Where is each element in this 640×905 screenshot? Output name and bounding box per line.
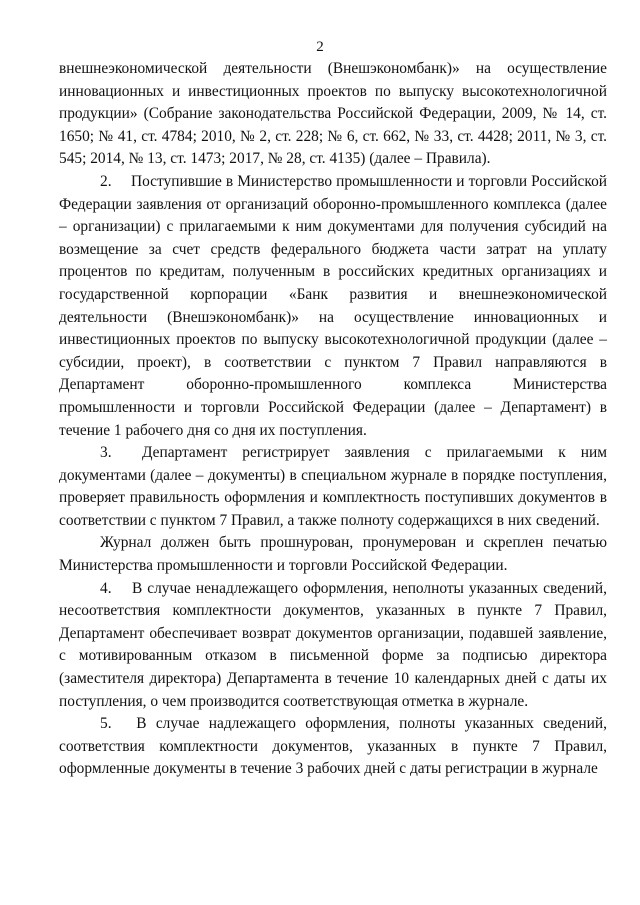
paragraph-item-4: 4. В случае ненадлежащего оформления, неполноты указанных сведений, несоответствия комплектности документов, указанных в пункте 7 Правил, Департамент обеспечивает возврат документов организации, подавшей заявление, с мотивированным отказом в письменной форме за подписью директора (заместителя директора) Департамента в течение 10 календарных дней с даты их поступления, о чем производится соответствующая отметка в журнале. [59, 579, 607, 710]
paragraph-intro-continuation: внешнеэкономической деятельности (Внешэкономбанк)» на осуществление инновационных и инвестиционных проектов по выпуску высокотехнологичной продукции» (Собрание законодательства Российской Федерации, 2009, № 14, ст. 1650; № 41, ст. 4784; 2010, № 2, ст. 228; № 6, ст. 662, № 33, ст. 4428; 2011, № 3, ст. 545; 2014, № 13, ст. 1473; 2017, № 28, ст. 4135) (далее – Правила). [59, 60, 607, 168]
paragraph-item-2: 2. Поступившие в Министерство промышленности и торговли Российской Федерации заявления от организаций оборонно-промышленного комплекса (далее – организации) с прилагаемыми к ним документами для получения субсидий на возмещение за счет средств федерального бюджета части затрат на уплату процентов по кредитам, полученным в российских кредитных организациях и государственной корпорации «Банк развития и внешнеэкономической деятельности (Внешэкономбанк)» на осуществление инновационных и инвестиционных проектов по выпуску высокотехнологичной продукции (далее – субсидии, проект), в соответствии с пунктом 7 Правил направляются в Департамент оборонно-промышленного комплекса Министерства промышленности и торговли Российской Федерации (далее – Департамент) в течение 1 рабочего дня со дня их поступления. [59, 172, 607, 439]
page-number: 2 [316, 39, 324, 55]
paragraph-item-3: 3. Департамент регистрирует заявления с прилагаемыми к ним документами (далее – документы) в специальном журнале в порядке поступления, проверяет правильность оформления и комплектность поступивших документов в соответствии с пунктом 7 Правил, а также полноту содержащихся в них сведений. [59, 444, 607, 529]
document-body [59, 58, 607, 781]
paragraph-journal: Журнал должен быть прошнурован, пронумерован и скреплен печатью Министерства промышленности и торговли Российской Федерации. [59, 534, 607, 575]
paragraph-item-5: 5. В случае надлежащего оформления, полноты указанных сведений, соответствия комплектности документов, указанных в пункте 7 Правил, оформленные документы в течение 3 рабочих дней с даты регистрации в журнале [59, 715, 607, 778]
